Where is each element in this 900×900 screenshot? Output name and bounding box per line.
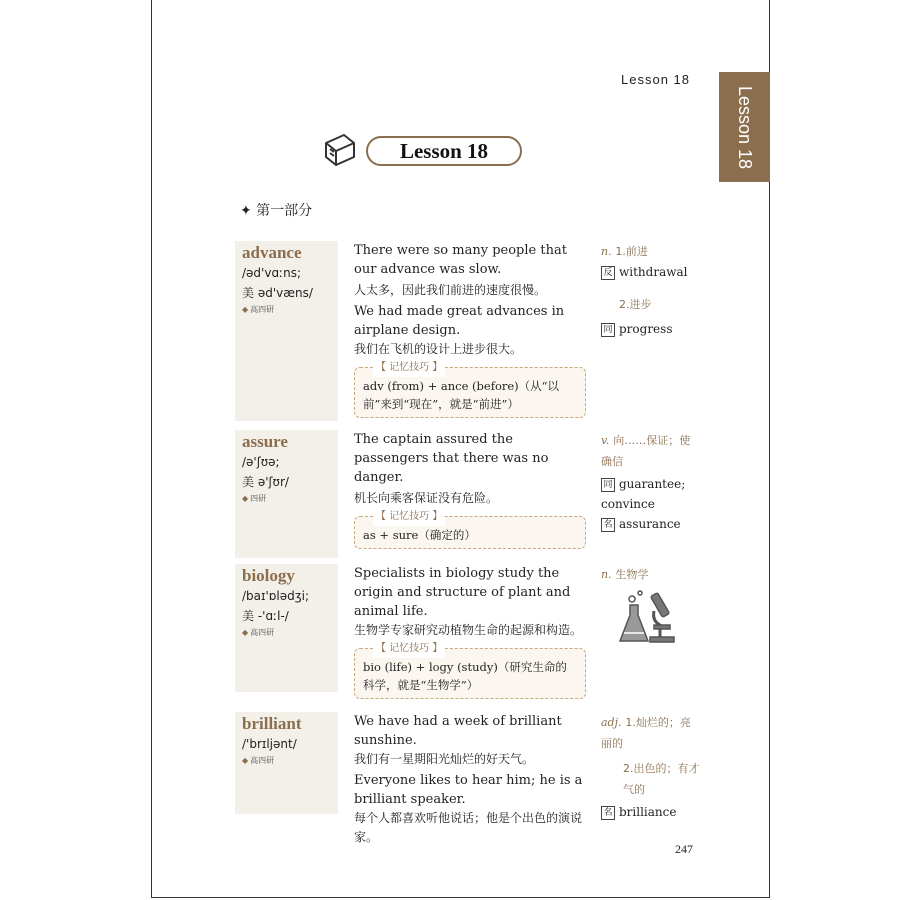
example-en: We had made great advances in airplane design. (354, 304, 565, 338)
word-column (235, 430, 338, 558)
example-zh: 生物学专家研究动植物生命的起源和构造。 (354, 623, 583, 637)
tag-marker: ◆ (242, 756, 249, 765)
entry-assure (235, 430, 691, 558)
microscope-flask-icon (616, 585, 676, 643)
phonetic-us: 美 -'ɑːl-/ (242, 609, 289, 623)
antonym: withdrawal (619, 265, 688, 279)
lesson-title: Lesson 18 (366, 136, 522, 166)
example-en: There were so many people that our advance was slow. (354, 243, 567, 277)
exam-tag: ◆ 高四研 (242, 305, 275, 314)
memory-tip-label: 【 记忆技巧 】 (373, 508, 445, 526)
memory-tip-box (354, 643, 586, 699)
definition: 生物学 (615, 568, 649, 581)
example-zh: 我们有一星期阳光灿烂的好天气。 (354, 752, 535, 766)
example-zh: 机长向乘客保证没有危险。 (354, 491, 499, 505)
entry-brilliant (235, 712, 700, 844)
word-column (235, 564, 338, 692)
phonetic-uk: /əd'vɑːns; (242, 266, 302, 280)
example-en: Everyone likes to hear him; he is a brilliant speaker. (354, 773, 583, 807)
examples-column (354, 241, 586, 418)
examples-column (354, 564, 586, 699)
phonetic-uk: /baɪ'ɒlədʒi; (242, 589, 310, 603)
headword: advance (242, 243, 302, 262)
definitions-column: v. 向……保证；使确信 同 guarantee; convince 名 assurance (601, 434, 691, 531)
memory-tip-text: bio (life) + logy (study)（研究生命的科学，就是“生物学”） (363, 660, 567, 692)
memory-tip-text: adv (from) + ance (before)（从“以前”来到“现在”，就是“前进”） (363, 379, 560, 411)
definitions-column: n. 1.前进 反 withdrawal 2.进步 同 progress (601, 245, 688, 336)
synonym-tag: 同 (601, 478, 615, 492)
synonym-tag: 同 (601, 323, 615, 337)
examples-column (354, 712, 586, 847)
running-header: Lesson 18 (621, 72, 690, 87)
tag-marker: ◆ (242, 494, 249, 503)
exam-tag: ◆ 四研 (242, 494, 267, 503)
definition: 进步 (629, 298, 652, 311)
example-zh: 我们在飞机的设计上进步很大。 (354, 342, 523, 356)
example-en: We have had a week of brilliant sunshine. (354, 714, 562, 748)
entry-advance (235, 241, 688, 421)
side-tab (719, 72, 770, 182)
noun-form-tag: 名 (601, 518, 615, 532)
phonetic-us: 美 ə'ʃʊr/ (242, 475, 289, 489)
entry-biology (235, 564, 670, 692)
noun-form: assurance (619, 517, 681, 531)
example-zh: 每个人都喜欢听他说话；他是个出色的演说家。 (354, 811, 583, 844)
word-column (235, 712, 338, 814)
noun-form: brilliance (619, 805, 677, 819)
memory-tip-label: 【 记忆技巧 】 (373, 640, 445, 658)
phonetic-uk: /'brɪljənt/ (242, 737, 297, 751)
word-column (235, 241, 338, 421)
synonym: guarantee; convince (601, 477, 686, 511)
antonym-tag: 反 (601, 266, 615, 280)
exam-tag: ◆ 高四研 (242, 756, 275, 765)
noun-form-tag: 名 (601, 806, 615, 820)
definition: 前进 (625, 245, 648, 258)
page-number: 247 (675, 842, 693, 856)
memory-tip-box (354, 362, 586, 418)
memory-tip-label: 【 记忆技巧 】 (373, 359, 445, 377)
definition: 灿烂的；亮丽的 (601, 716, 691, 750)
headword: assure (242, 432, 288, 451)
example-zh: 人太多，因此我们前进的速度很慢。 (354, 283, 547, 297)
tag-marker: ◆ (242, 305, 249, 314)
example-en: The captain assured the passengers that there was no danger. (354, 432, 549, 485)
book-icon (320, 131, 360, 171)
phonetic-us: 美 əd'væns/ (242, 286, 313, 300)
definitions-column: adj. 1.灿烂的；亮丽的 2.出色的；有才气的 名 brilliance (601, 716, 700, 819)
headword: brilliant (242, 714, 302, 733)
phonetic-uk: /ə'ʃʊə; (242, 455, 280, 469)
example-en: Specialists in biology study the origin and structure of plant and animal life. (354, 566, 571, 619)
synonym: progress (619, 322, 673, 336)
memory-tip-box (354, 511, 586, 549)
tag-marker: ◆ (242, 628, 249, 637)
side-tab-label: Lesson 18 (735, 85, 756, 169)
memory-tip-text: as + sure（确定的） (363, 528, 476, 542)
definition: 出色的；有才气的 (623, 762, 700, 796)
definitions-column: n. 生物学 (601, 568, 649, 581)
exam-tag: ◆ 高四研 (242, 628, 275, 637)
section-heading: ✦ 第一部分 (240, 203, 313, 219)
examples-column (354, 430, 586, 549)
definition: 向……保证；使确信 (601, 434, 691, 468)
headword: biology (242, 566, 295, 585)
